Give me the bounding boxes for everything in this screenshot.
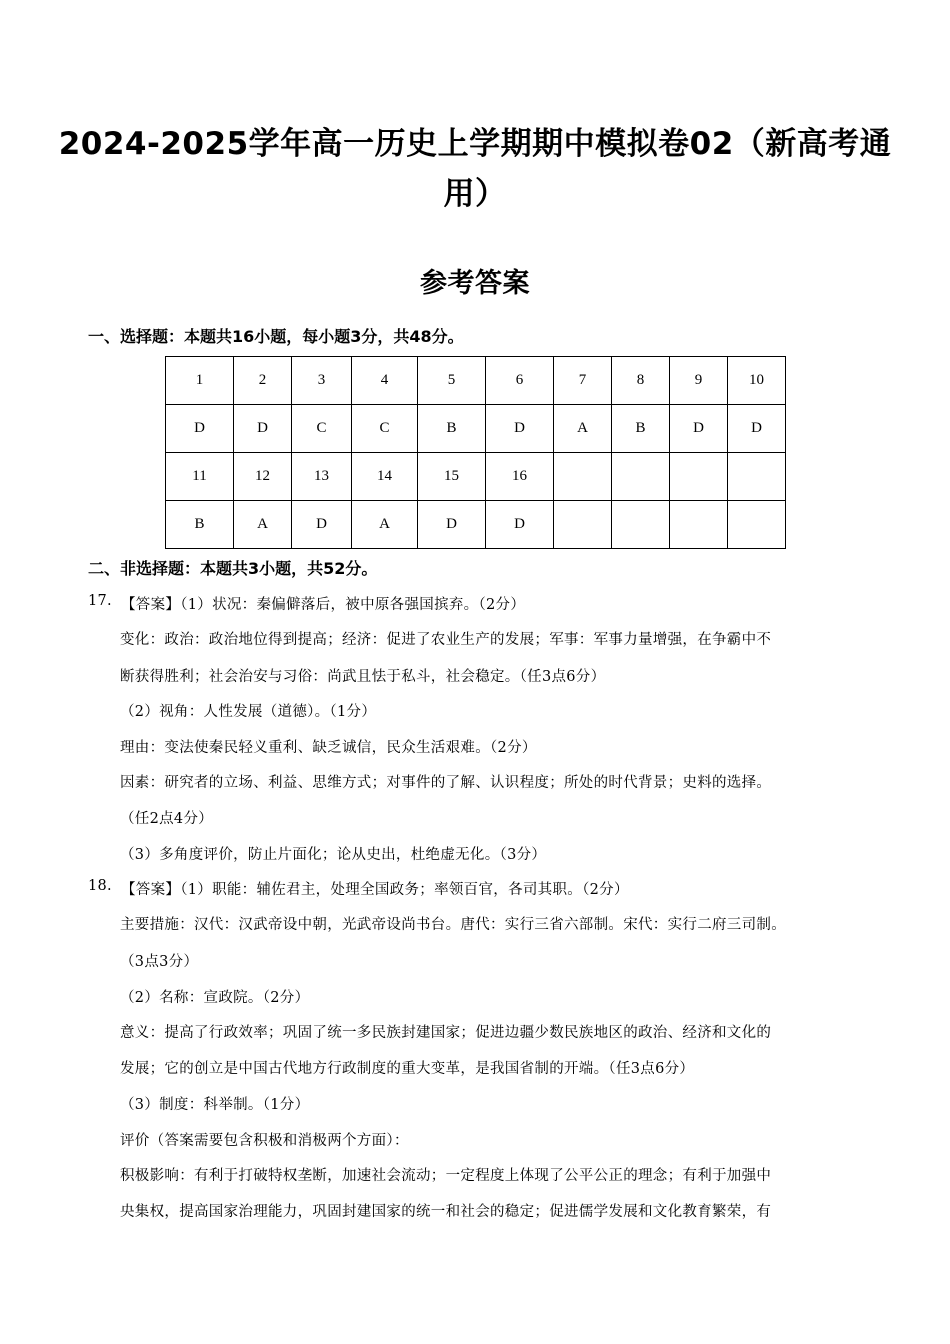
- question-number-cell: 5: [418, 357, 486, 405]
- answer-cell: D: [166, 405, 234, 453]
- answer-cell: A: [234, 501, 292, 549]
- answer-cell: D: [486, 405, 554, 453]
- document-title: 2024-2025学年高一历史上学期期中模拟卷02（新高考通: [58, 126, 892, 162]
- answer-table-row: [166, 357, 786, 405]
- q18-line: （3点3分）: [120, 954, 199, 970]
- question-number-cell: 14: [352, 453, 418, 501]
- q17-line: （3）多角度评价，防止片面化；论从史出，杜绝虚无化。（3分）: [120, 847, 547, 863]
- section1-heading: 一、选择题：本题共16小题，每小题3分，共48分。: [88, 327, 464, 346]
- answer-table: [165, 356, 786, 549]
- question-number-cell: [670, 453, 728, 501]
- question-number-cell: 7: [554, 357, 612, 405]
- q18-line: 央集权，提高国家治理能力，巩固封建国家的统一和社会的稳定；促进儒学发展和文化教育繁荣，有: [120, 1204, 772, 1220]
- answer-cell: D: [728, 405, 786, 453]
- question-number-cell: [728, 453, 786, 501]
- answer-cell: B: [418, 405, 486, 453]
- question-number-cell: 15: [418, 453, 486, 501]
- answer-cell: D: [418, 501, 486, 549]
- q18-line: 发展；它的创立是中国古代地方行政制度的重大变革，是我国省制的开端。（任3点6分）: [120, 1061, 695, 1077]
- answer-table-row: [166, 453, 786, 501]
- q18-line: 评价（答案需要包含积极和消极两个方面）：: [120, 1133, 409, 1149]
- q18-number: 18.: [88, 878, 112, 894]
- q18-line: 主要措施：汉代：汉武帝设中朝，光武帝设尚书台。唐代：实行三省六部制。宋代：实行二府三司制。: [120, 917, 786, 933]
- answer-cell: D: [292, 501, 352, 549]
- q17-line: （2）视角：人性发展（道德）。（1分）: [120, 704, 377, 720]
- question-number-cell: 2: [234, 357, 292, 405]
- q17-line: 【答案】（1）状况：秦偏僻落后，被中原各强国摈弃。（2分）: [121, 597, 526, 613]
- answer-table-row: [166, 501, 786, 549]
- answer-cell: D: [234, 405, 292, 453]
- answer-table-row: [166, 405, 786, 453]
- q17-line: 变化：政治：政治地位得到提高；经济：促进了农业生产的发展；军事：军事力量增强，在争霸中不: [120, 632, 772, 648]
- answer-cell: A: [352, 501, 418, 549]
- answer-cell: C: [292, 405, 352, 453]
- question-number-cell: 4: [352, 357, 418, 405]
- section2-heading: 二、非选择题：本题共3小题，共52分。: [88, 559, 378, 578]
- q18-line: （3）制度：科举制。（1分）: [120, 1097, 310, 1113]
- question-number-cell: 9: [670, 357, 728, 405]
- q17-line: 因素：研究者的立场、利益、思维方式；对事件的了解、认识程度；所处的时代背景；史料的选择。: [120, 775, 772, 791]
- question-number-cell: 11: [166, 453, 234, 501]
- answer-cell: C: [352, 405, 418, 453]
- question-number-cell: [612, 453, 670, 501]
- question-number-cell: 12: [234, 453, 292, 501]
- question-number-cell: 6: [486, 357, 554, 405]
- q17-line: 理由：变法使秦民轻义重利、缺乏诚信，民众生活艰难。（2分）: [120, 740, 537, 756]
- question-number-cell: 3: [292, 357, 352, 405]
- document-subtitle: 参考答案: [420, 268, 530, 299]
- question-number-cell: 8: [612, 357, 670, 405]
- q17-line: 断获得胜利；社会治安与习俗：尚武且怯于私斗，社会稳定。（任3点6分）: [120, 669, 606, 685]
- question-number-cell: 13: [292, 453, 352, 501]
- question-number-cell: 10: [728, 357, 786, 405]
- answer-cell: [612, 501, 670, 549]
- answer-cell: B: [166, 501, 234, 549]
- q18-line: 积极影响：有利于打破特权垄断，加速社会流动；一定程度上体现了公平公正的理念；有利于加强中: [120, 1168, 772, 1184]
- q18-line: 【答案】（1）职能：辅佐君主，处理全国政务；率领百官，各司其职。（2分）: [121, 882, 629, 898]
- question-number-cell: 16: [486, 453, 554, 501]
- question-number-cell: [554, 453, 612, 501]
- document-title-continued: 用）: [443, 176, 507, 212]
- answer-cell: [670, 501, 728, 549]
- answer-cell: D: [486, 501, 554, 549]
- answer-cell: D: [670, 405, 728, 453]
- answer-table-body: [166, 357, 786, 549]
- answer-cell: A: [554, 405, 612, 453]
- answer-cell: [728, 501, 786, 549]
- q17-number: 17.: [88, 593, 112, 609]
- answer-cell: B: [612, 405, 670, 453]
- q17-line: （任2点4分）: [120, 811, 214, 827]
- question-number-cell: 1: [166, 357, 234, 405]
- q18-line: （2）名称：宣政院。（2分）: [120, 990, 310, 1006]
- answer-cell: [554, 501, 612, 549]
- q18-line: 意义：提高了行政效率；巩固了统一多民族封建国家；促进边疆少数民族地区的政治、经济和文化的: [120, 1025, 772, 1041]
